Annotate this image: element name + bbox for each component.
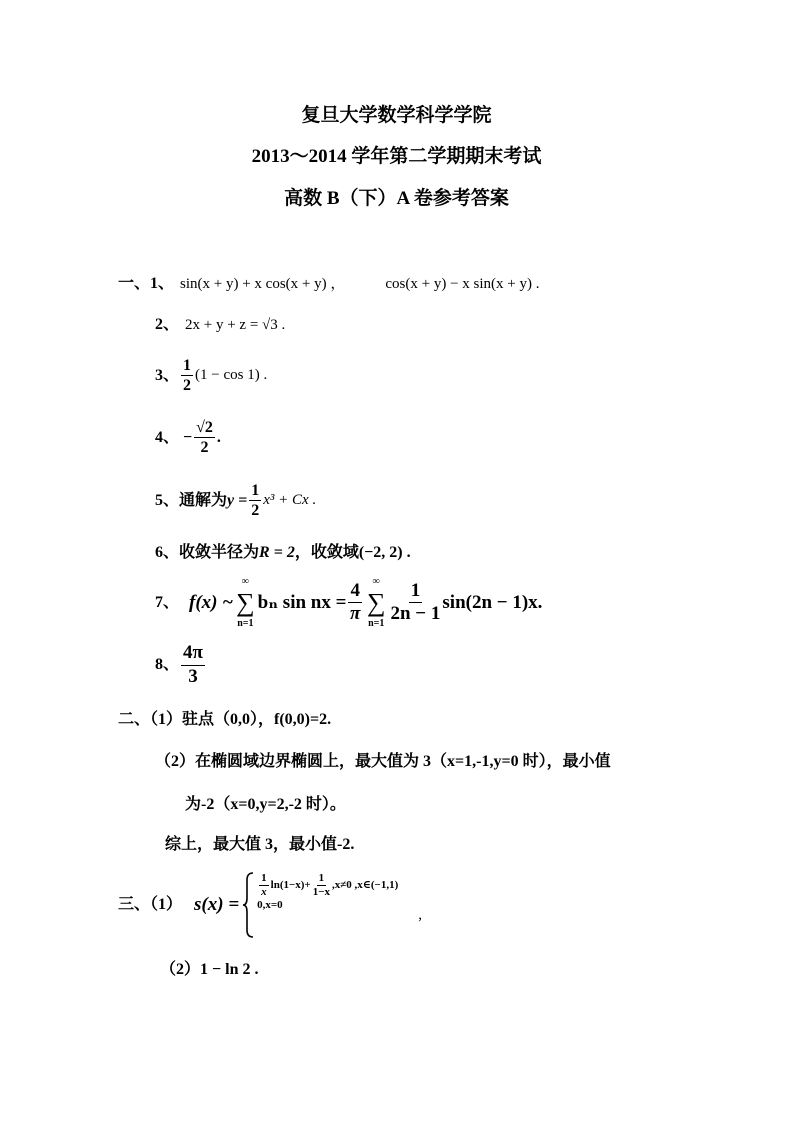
den: π <box>350 603 361 625</box>
den: 2 <box>200 439 209 457</box>
text: ，收敛域 <box>294 544 359 561</box>
num: 1 <box>317 872 327 886</box>
sum-top: ∞ <box>241 576 249 587</box>
exam-title: 2013～2014 学年第二学期期末考试 <box>251 146 542 167</box>
condition: ,x≠0 ,x∈(−1,1) <box>331 879 399 892</box>
label: 5、 <box>155 491 180 509</box>
num: 4 <box>348 580 362 604</box>
answer-1-7 <box>155 576 542 630</box>
sum-bottom: n=1 <box>368 617 385 629</box>
fraction <box>181 356 193 395</box>
fraction <box>181 642 205 689</box>
fraction <box>194 418 215 457</box>
lhs: y = <box>227 491 248 509</box>
label: 8、 <box>155 656 180 674</box>
answer-2-2: （2）在椭圆域边界椭圆上，最大值为 3（x=1,-1,y=0 时），最小值 <box>155 753 611 770</box>
num: √2 <box>194 418 215 438</box>
rest: sin(2n − 1)x. <box>442 592 543 614</box>
label: 2、 <box>155 316 180 333</box>
label: 6、 <box>155 544 180 561</box>
answer-1-3 <box>155 356 267 395</box>
lhs: s(x) = <box>194 894 240 916</box>
answer-2-2-cont: 为-2（x=0,y=2,-2 时）。 <box>185 796 346 813</box>
sum-top: ∞ <box>372 576 380 587</box>
sum-symbol <box>367 576 386 630</box>
label: 3、 <box>155 366 180 384</box>
answer-2-summary: 综上，最大值 3，最小值-2. <box>165 836 355 853</box>
term: bₙ sin nx = <box>257 592 347 614</box>
answer-3-1 <box>118 872 422 938</box>
fraction <box>348 580 362 627</box>
text: 通解为 <box>179 491 228 509</box>
label: 7、 <box>155 593 180 611</box>
fraction <box>259 872 269 899</box>
sum-symbol <box>236 576 255 630</box>
radius: R = 2 <box>259 544 295 561</box>
den: 3 <box>188 665 198 687</box>
brace <box>242 872 254 938</box>
answer-1-6 <box>155 543 411 563</box>
text: 收敛半径为 <box>179 544 260 561</box>
den: 2 <box>183 377 192 395</box>
num: 4π <box>181 642 205 666</box>
label: 4、 <box>155 428 180 446</box>
den: 1−x <box>312 886 330 899</box>
fraction <box>390 580 440 627</box>
label: 三、（1） <box>118 896 183 913</box>
sign: − <box>183 428 193 446</box>
num: 1 <box>249 481 261 501</box>
label: 一、1、 <box>118 275 175 292</box>
period: . <box>216 428 221 446</box>
domain: (−2, 2) . <box>358 544 411 561</box>
ans-a: sin(x + y) + x cos(x + y) ， <box>180 275 346 292</box>
den: 2n − 1 <box>390 603 441 625</box>
answer-1-4 <box>155 418 221 457</box>
den: x <box>261 886 267 899</box>
answer-1-1 <box>118 274 539 294</box>
answer-1-8 <box>155 642 207 689</box>
ans: (1 − cos 1) . <box>195 367 268 384</box>
answer-1-5 <box>155 481 316 520</box>
mid: ln(1−x)+ <box>270 879 311 892</box>
case-1 <box>257 872 398 899</box>
sigma: ∑ <box>236 588 255 617</box>
sigma: ∑ <box>366 588 386 617</box>
comma: , <box>418 906 422 923</box>
lhs: f(x) ~ <box>189 592 234 614</box>
answer-title: 高数 B（下）A 卷参考答案 <box>284 188 509 209</box>
num: 1 <box>259 872 269 886</box>
case-2: 0,x=0 <box>257 899 283 912</box>
num: 1 <box>181 356 193 376</box>
num: 1 <box>409 580 423 604</box>
ans-b: cos(x + y) − x sin(x + y) . <box>385 275 540 292</box>
fraction <box>249 481 261 520</box>
ans: 2x + y + z = √3 . <box>185 316 286 333</box>
answer-1-2 <box>155 315 285 335</box>
school-title: 复旦大学数学科学学院 <box>301 105 492 126</box>
answer-2-1: 二、（1）驻点（0,0），f(0,0)=2. <box>118 711 332 728</box>
fraction <box>313 872 330 899</box>
sum-bottom: n=1 <box>237 617 254 629</box>
cases <box>257 872 398 938</box>
rest: x³ + Cx . <box>263 492 317 509</box>
answer-3-2: （2）1 − ln 2 . <box>160 961 259 978</box>
den: 2 <box>251 502 260 520</box>
